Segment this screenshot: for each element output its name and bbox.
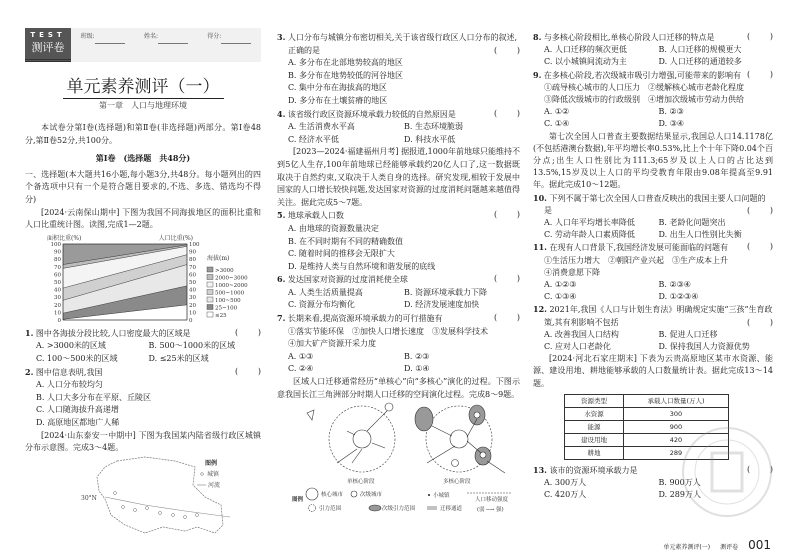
question-text: 下列不属于第七次全国人口普查反映出的我国主要人口问题的是 xyxy=(544,193,766,215)
y-tick-left: 0 xyxy=(57,317,61,324)
y-axis-label-right: 人口比重(%) xyxy=(158,234,193,242)
question xyxy=(277,273,520,312)
option-list xyxy=(277,287,520,312)
answer-option[interactable]: A. 人口迁移的频次更低 xyxy=(544,45,627,55)
question-text: 该省级行政区资源环境承载力较低的自然原因是 xyxy=(285,109,456,119)
diagram-legend-title: 图例 xyxy=(292,497,304,504)
question-stem xyxy=(533,69,773,82)
table-row xyxy=(565,407,729,420)
question-text: 地球承载人口数 xyxy=(285,211,344,221)
bracket-open: ( xyxy=(494,274,498,284)
legend-swatch xyxy=(207,274,213,279)
option-list xyxy=(277,351,520,376)
answer-option[interactable]: B. 多分布在地势较低的河谷地区 xyxy=(288,70,403,80)
statement-list xyxy=(277,326,520,351)
question-text: 图中各海拔分段比较,人口密度最大的区域是 xyxy=(33,328,191,338)
legend-label: 25~100 xyxy=(215,305,238,312)
test-logo xyxy=(25,28,71,62)
altitude-chart xyxy=(25,232,261,327)
table-header: 资源类型 xyxy=(565,394,624,407)
name-label: 姓名: xyxy=(143,33,158,40)
question-text: 在现有人口背景下,我国经济发展可能面临的问题有 xyxy=(546,243,729,253)
answer-bracket[interactable] xyxy=(494,273,520,286)
answer-option[interactable]: A. ①② xyxy=(544,107,570,117)
question-stem xyxy=(25,366,261,380)
y-tick-left: 100 xyxy=(50,241,61,248)
table-cell: 420 xyxy=(624,433,729,446)
y-tick-right: 90 xyxy=(189,249,196,256)
bracket-close: ) xyxy=(769,69,773,79)
footer-unit: 单元素养测评(一) xyxy=(663,544,711,551)
question-number: 13. xyxy=(533,464,547,475)
answer-option[interactable]: C. 100～500米的区域 xyxy=(36,353,118,363)
legend-label: 500~1000 xyxy=(215,290,245,297)
table-cell: 900 xyxy=(624,420,729,433)
legend-label: 100~500 xyxy=(215,297,241,304)
answer-option[interactable]: D. 高原地区都地广人稀 xyxy=(36,417,120,427)
bracket-open: ( xyxy=(747,32,751,41)
question-stem xyxy=(277,273,520,287)
bracket-close: ) xyxy=(257,366,261,376)
answer-bracket[interactable] xyxy=(494,108,520,121)
table-cell: 水资源 xyxy=(565,407,624,420)
statement-list xyxy=(533,82,773,106)
town-dot xyxy=(184,515,187,518)
score-label: 得分: xyxy=(207,33,222,40)
town-dot xyxy=(122,505,125,508)
question xyxy=(277,209,520,273)
question-stem xyxy=(277,108,520,122)
legend-swatch xyxy=(207,282,213,287)
bracket-open: ( xyxy=(494,313,498,323)
y-tick-right: 50 xyxy=(189,279,196,286)
table-cell: 建设用地 xyxy=(565,433,624,446)
answer-option[interactable]: A. 人口分布较均匀 xyxy=(36,380,103,390)
page-number: 001 xyxy=(748,538,771,552)
question-text: 长期来看,提高资源环境承载力的可行措施有 xyxy=(285,314,443,324)
bracket-close: ) xyxy=(516,274,520,284)
page-subtitle: 第一章 人口与地理环境 xyxy=(99,101,187,110)
legend-secondary-attraction-icon xyxy=(369,505,381,511)
answer-option[interactable]: B. 生态环境脆弱 xyxy=(404,122,463,132)
y-tick-left: 70 xyxy=(54,264,61,271)
province-map-svg xyxy=(25,455,261,537)
y-tick-left: 30 xyxy=(54,294,61,301)
option-list xyxy=(277,57,520,107)
answer-option[interactable]: B. 900万人 xyxy=(658,478,701,488)
question-number: 7. xyxy=(277,313,286,324)
legend-channel: 迁移通道 xyxy=(440,506,463,513)
question xyxy=(533,241,773,303)
answer-bracket[interactable] xyxy=(235,327,261,340)
secondary-city-multi xyxy=(474,412,480,418)
answer-option[interactable]: B. 500～1000米的区域 xyxy=(148,341,236,351)
migration-diagram-svg xyxy=(277,401,520,516)
y-tick-left: 90 xyxy=(54,249,61,256)
statement: ①生活压力增大 ②朝阳产业兴起 ③生产成本上升 xyxy=(544,255,728,265)
y-tick-left: 40 xyxy=(54,287,61,294)
answer-option[interactable]: C. 随着时间的推移会无限扩大 xyxy=(288,249,395,259)
question-number: 5. xyxy=(277,210,286,221)
answer-option[interactable]: D. 是维持人类与自然环境和谐发展的底线 xyxy=(288,261,436,271)
bracket-open: ( xyxy=(747,205,751,215)
question-stem xyxy=(533,192,773,217)
legend-small-town-icon xyxy=(428,494,430,496)
legend-label: >3000 xyxy=(215,267,234,274)
answer-option[interactable]: A. ①②③ xyxy=(544,280,577,290)
answer-option[interactable]: A. 改善我国人口结构 xyxy=(544,329,619,339)
question-text: 人口分布与城镇分布密切相关,关于该省级行政区人口分布的叙述,正确的是 xyxy=(285,33,517,55)
context-3-4: [2024·山东泰安一中期中] 下图为我国某内陆省级行政区城镇分布示意图。完成3～4题。 xyxy=(25,430,261,453)
secondary-city-multi xyxy=(452,460,459,467)
class-field[interactable] xyxy=(81,31,125,62)
logo-bottom-text: 测评卷 xyxy=(31,41,65,54)
bracket-close: ) xyxy=(769,464,773,474)
question-stem xyxy=(533,303,773,328)
option-list xyxy=(533,106,773,130)
table-header-row xyxy=(565,394,729,407)
question-text: 在多核心阶段,若次级城市吸引力增强,可能带来的影响有 xyxy=(541,70,741,80)
section-title: 第Ⅰ卷 (选择题 共48分) xyxy=(95,153,191,164)
answer-option[interactable]: B. ②③ xyxy=(404,351,430,361)
legend-flow-intensity: 人口移动强度 xyxy=(475,497,509,504)
table-cell: 能源 xyxy=(565,420,624,433)
stage-single-label: 单核心阶段 xyxy=(347,479,375,486)
legend-swatch xyxy=(207,267,213,272)
section-instruction: 一、选择题(本大题共16小题,每小题3分,共48分。每小题列出的四个备选项中只有一个是符合题目要求的,不选、多选、错选均不得分) xyxy=(25,169,261,204)
y-tick-right: 20 xyxy=(189,302,196,309)
bracket-open: ( xyxy=(235,366,239,376)
legend-label: 1000~2000 xyxy=(215,282,248,289)
answer-option[interactable]: C. 资源分布均衡化 xyxy=(288,300,355,310)
answer-option[interactable]: C. 人口随海拔升高递增 xyxy=(36,405,119,415)
y-tick-right: 70 xyxy=(189,264,196,271)
answer-bracket[interactable] xyxy=(747,241,773,253)
answer-option[interactable]: A. 多分布在北部地势较高的地区 xyxy=(288,58,403,68)
answer-option[interactable]: C. ②④ xyxy=(288,364,314,374)
question-number: 12. xyxy=(533,304,547,315)
legend-attraction-icon xyxy=(309,505,316,512)
column-2 xyxy=(277,31,520,516)
answer-option[interactable]: B. 促进人口迁移 xyxy=(658,329,718,339)
answer-option[interactable]: A. 由地球的资源数量决定 xyxy=(288,223,379,233)
y-tick-left: 60 xyxy=(54,272,61,279)
name-field[interactable] xyxy=(144,31,188,62)
legend-core-city-icon xyxy=(306,488,318,500)
option-list xyxy=(277,223,520,273)
answer-option[interactable]: B. ②③ xyxy=(658,107,684,117)
bracket-open: ( xyxy=(494,210,498,220)
legend-title: 海拔(m) xyxy=(207,254,230,262)
answer-option[interactable]: C. 420万人 xyxy=(544,490,587,500)
legend-core-city: 核心城市 xyxy=(321,492,344,499)
context-10-12: 第七次全国人口普查主要数据结果显示,我国总人口14.1178亿(不包括港澳台数据),年平均增长率0.53%,比上个十年下降0.04个百分点;出生人口性别比为111.3;65岁及以上人口的占比达到13.5%,15岁及以上人口的平均受教育年限由9.08年提高至9.91年。据此完成10～12题。 xyxy=(533,131,773,190)
legend-town-icon xyxy=(201,472,204,475)
answer-option[interactable]: B. 人口大多分布在平原、丘陵区 xyxy=(36,392,151,402)
class-label: 班级: xyxy=(80,33,95,40)
answer-option[interactable]: A. 300万人 xyxy=(544,478,587,488)
answer-option[interactable]: C. 劳动年龄人口素质降低 xyxy=(544,230,635,240)
question-stem xyxy=(277,209,520,223)
town-dot xyxy=(114,491,117,494)
migration-flow xyxy=(337,449,357,463)
header-bar xyxy=(25,28,261,62)
legend-river: 河流 xyxy=(208,481,221,489)
question xyxy=(277,312,520,376)
student-fields xyxy=(71,28,261,62)
bracket-open: ( xyxy=(747,242,751,252)
attraction-range-single xyxy=(329,406,395,472)
name-blank[interactable] xyxy=(158,36,188,44)
context-13-14: [2024·河北石家庄期末] 下表为云贵高原地区某市水资源、能源、建设用地、耕地能够承载的人口数量统计表。据此完成13～14题。 xyxy=(533,354,773,388)
y-axis-label-left: 面积比重(%) xyxy=(47,234,82,242)
statement-list xyxy=(533,255,773,279)
answer-option[interactable]: D. ①④ xyxy=(404,364,430,374)
legend-label: 2000~3000 xyxy=(215,275,248,282)
question-stem xyxy=(277,31,520,57)
question xyxy=(533,31,773,69)
question-number: 1. xyxy=(25,327,34,338)
statement: ④加大矿产资源开采力度 xyxy=(288,339,376,349)
bracket-close: ) xyxy=(769,242,773,252)
table-cell: 289 xyxy=(624,446,729,459)
legend-flow-scale: (弱 ─→ 强) xyxy=(477,507,504,514)
option-list xyxy=(533,44,773,68)
column-1 xyxy=(25,28,261,537)
question xyxy=(277,108,520,147)
secondary-city-single xyxy=(385,403,393,411)
legend-small-town: 小城镇 xyxy=(433,493,450,500)
legend-secondary-attraction: 次级引力范围 xyxy=(382,506,416,513)
answer-bracket[interactable] xyxy=(747,69,773,81)
bracket-close: ) xyxy=(516,108,520,118)
town-dot xyxy=(146,506,149,509)
question-stem xyxy=(533,31,773,44)
migration-diagram xyxy=(277,401,520,516)
bracket-close: ) xyxy=(516,210,520,220)
legend-secondary-city: 次级城市 xyxy=(360,492,383,499)
answer-option[interactable]: A. 人口年平均增长率降低 xyxy=(544,218,635,228)
legend-label: ≤25 xyxy=(215,312,227,319)
secondary-attraction-range xyxy=(415,407,433,431)
y-tick-right: 80 xyxy=(189,256,196,263)
statement: ③降低次级城市的行政级别 ④增加次级城市劳动力供给 xyxy=(544,95,744,105)
y-tick-right: 0 xyxy=(189,317,193,324)
answer-option[interactable]: A. >3000米的区域 xyxy=(36,341,106,351)
answer-option[interactable]: D. 出生人口性别比失衡 xyxy=(658,230,742,240)
legend-swatch xyxy=(207,297,213,302)
answer-option[interactable]: B. 人口迁移的规模更大 xyxy=(658,45,742,55)
answer-option[interactable]: D. ≤25米的区域 xyxy=(148,353,209,363)
answer-option[interactable]: C. ①③④ xyxy=(544,292,577,302)
answer-bracket[interactable] xyxy=(494,312,520,325)
statement: ①疏导核心城市的人口压力 ②缓解核心城市老龄化程度 xyxy=(544,82,744,92)
answer-option[interactable]: A. 生活消费水平高 xyxy=(288,122,355,132)
answer-option[interactable]: C. 以小城镇间流动为主 xyxy=(544,57,627,67)
answer-option[interactable]: B. 资源环境承载力下降 xyxy=(404,287,487,297)
option-list xyxy=(277,121,520,146)
y-tick-right: 30 xyxy=(189,294,196,301)
question-number: 8. xyxy=(533,32,542,42)
y-tick-left: 20 xyxy=(54,302,61,309)
question xyxy=(277,31,520,108)
bracket-open: ( xyxy=(494,108,498,118)
question xyxy=(533,192,773,242)
bracket-close: ) xyxy=(769,32,773,41)
table-cell: 300 xyxy=(624,407,729,420)
legend-swatch xyxy=(207,312,213,317)
bracket-open: ( xyxy=(747,464,751,474)
class-blank[interactable] xyxy=(95,36,125,44)
answer-option[interactable]: D. 保持我国人力资源优势 xyxy=(658,342,750,352)
context-8-9: 区域人口迁移通常经历“单核心”向“多核心”演化的过程。下图示意我国长江三角洲部分时期人口迁移的空间演化过程。完成8～9题。 xyxy=(277,377,520,399)
answer-option[interactable]: C. 集中分布在海拔高的地区 xyxy=(288,83,387,93)
core-city-multi xyxy=(450,430,468,448)
bracket-close: ) xyxy=(516,313,520,323)
footer-type: 测评卷 xyxy=(720,544,739,551)
option-list xyxy=(25,340,261,365)
answer-bracket[interactable] xyxy=(235,366,261,379)
score-field[interactable] xyxy=(207,31,251,62)
answer-option[interactable]: B. 老龄化问题突出 xyxy=(658,218,726,228)
province-outline xyxy=(97,457,223,533)
statement: ④消费意愿下降 xyxy=(544,267,600,277)
answer-bracket[interactable] xyxy=(494,45,520,58)
answer-option[interactable]: D. 科技水平低 xyxy=(404,134,456,144)
legend-swatch xyxy=(207,304,213,309)
question-stem xyxy=(277,312,520,326)
score-blank[interactable] xyxy=(221,36,251,44)
y-tick-left: 10 xyxy=(54,310,61,317)
questions-3-4 xyxy=(277,31,520,146)
table-header: 承载人口数量(万人) xyxy=(624,394,729,407)
answer-option[interactable]: D. 经济发展速度加快 xyxy=(404,300,480,310)
legend-town: 城镇 xyxy=(207,470,220,478)
context-1-2: [2024·云南保山期中] 下图为我国不同海拔地区的面积比重和人口比重统计图。读图,完成1—2题。 xyxy=(25,207,261,230)
town-dot xyxy=(172,513,175,516)
question-number: 6. xyxy=(277,274,286,285)
town-dot xyxy=(159,511,162,514)
core-city-single xyxy=(353,430,371,448)
legend-attraction: 引力范围 xyxy=(319,506,342,513)
question-stem xyxy=(25,327,261,341)
y-tick-right: 100 xyxy=(189,241,200,248)
province-map xyxy=(25,455,261,537)
question xyxy=(25,327,261,366)
table-cell: 耕地 xyxy=(565,446,624,459)
question-number: 11. xyxy=(533,242,547,253)
y-tick-right: 10 xyxy=(189,310,196,317)
question-number: 9. xyxy=(533,69,542,80)
context-5-7: [2023—2024·福建福州月考] 据报道,1000年前地球只能维持不到5亿人生存,100年前地球已经能够承载约20亿人口了,这一数据既取决于自然约束,又取决于人类自身的选择。研究发现,相较于发展中国家的人口增长较快问题,发达国家对资源的过度消耗问题越来越值得关注。据此完成5～7题。 xyxy=(277,147,520,207)
answer-option[interactable]: D. ①②③④ xyxy=(658,292,699,302)
bracket-close: ) xyxy=(257,327,261,337)
y-tick-left: 50 xyxy=(54,279,61,286)
option-list xyxy=(533,279,773,303)
town-dot xyxy=(196,513,199,516)
questions-8-9 xyxy=(533,31,773,131)
bracket-close: ) xyxy=(769,317,773,327)
questions-1-2 xyxy=(25,327,261,430)
questions-5-7 xyxy=(277,209,520,376)
questions-10-12 xyxy=(533,192,773,354)
question-text: 2021年,我国《人口与计划生育法》明确规定实施“三孩”生育政策,其有利影响不包括 xyxy=(544,305,773,327)
answer-bracket[interactable] xyxy=(747,317,773,329)
answer-option[interactable]: A. 人类生活质量提高 xyxy=(288,287,363,297)
page-footer xyxy=(663,539,771,554)
option-list xyxy=(25,379,261,429)
bracket-open: ( xyxy=(747,69,751,79)
statement: ①落实节能环保 ②加快人口增长速度 ③发展科学技术 xyxy=(288,326,488,336)
bracket-close: ) xyxy=(769,205,773,215)
y-tick-left: 80 xyxy=(54,256,61,263)
question-number: 2. xyxy=(25,366,34,377)
answer-option[interactable]: B. 在不同时期有不同的精确数值 xyxy=(288,236,403,246)
map-legend-title: 图例 xyxy=(205,459,218,467)
bracket-open: ( xyxy=(494,45,498,55)
publisher-stamp-watermark xyxy=(680,425,775,520)
bracket-open: ( xyxy=(235,327,239,337)
question-text: 发达国家对资源的过度消耗使全球 xyxy=(285,275,408,285)
answer-option[interactable]: D. ③④ xyxy=(658,119,685,129)
question-text: 该市的资源环境承载力是 xyxy=(546,465,638,475)
answer-option[interactable]: C. 经济水平低 xyxy=(288,134,339,144)
option-list xyxy=(533,329,773,353)
question xyxy=(533,303,773,353)
page-title: 单元素养测评（一） xyxy=(63,76,224,99)
answer-option[interactable]: D. 289万人 xyxy=(658,490,701,500)
answer-bracket[interactable] xyxy=(747,31,773,43)
answer-option[interactable]: D. 多分布在土壤贫瘠的地区 xyxy=(288,95,388,105)
legend-swatch xyxy=(207,289,213,294)
y-tick-right: 60 xyxy=(189,272,196,279)
question xyxy=(25,366,261,430)
stage-multi-label: 多核心阶段 xyxy=(443,479,471,486)
question-text: 图中信息表明,我国 xyxy=(33,367,103,377)
answer-bracket[interactable] xyxy=(747,205,773,217)
altitude-chart-svg xyxy=(25,232,261,327)
bracket-open: ( xyxy=(747,317,751,327)
question-text: 与多核心阶段相比,单核心阶段人口迁移的特点是 xyxy=(541,33,715,42)
bracket-close: ) xyxy=(516,45,520,55)
small-town-triangle xyxy=(307,410,314,420)
question-number: 4. xyxy=(277,108,286,119)
legend-secondary-city-icon xyxy=(351,491,357,497)
y-tick-right: 40 xyxy=(189,287,196,294)
question-stem xyxy=(533,241,773,254)
town-dot xyxy=(134,508,137,511)
answer-option[interactable]: C. ①④ xyxy=(544,119,570,129)
answer-bracket[interactable] xyxy=(494,209,520,222)
question xyxy=(533,69,773,131)
answer-option[interactable]: C. 应对人口老龄化 xyxy=(544,342,611,352)
answer-option[interactable]: B. ②③④ xyxy=(658,280,691,290)
latitude-label: 30°N xyxy=(81,494,97,502)
answer-option[interactable]: D. 人口迁移的通道较多 xyxy=(658,57,742,67)
answer-option[interactable]: A. ①③ xyxy=(288,351,314,361)
intro-text: 本试卷分第Ⅰ卷(选择题)和第Ⅱ卷(非选择题)两部分。第Ⅰ卷48分,第Ⅱ卷52分,共100分。 xyxy=(25,123,261,145)
option-list xyxy=(533,217,773,241)
question-number: 3. xyxy=(277,32,286,42)
question-number: 10. xyxy=(533,192,547,203)
logo-top-text: TEST xyxy=(30,31,66,39)
title-block xyxy=(25,76,261,112)
